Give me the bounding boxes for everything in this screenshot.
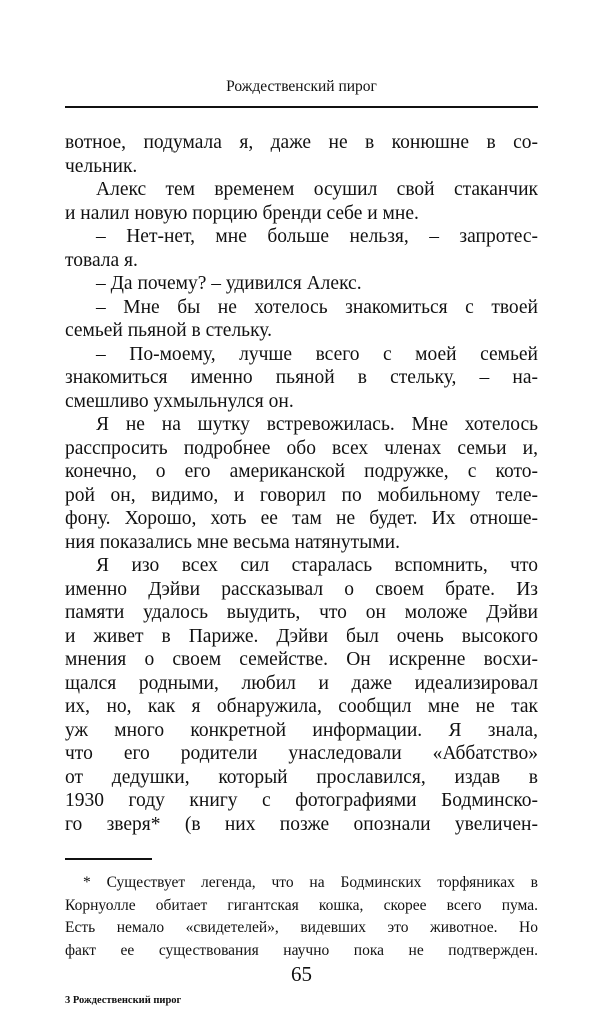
footnote-line: Есть немало «свидетелей», видевших это животное. Но — [65, 919, 538, 936]
text-line: мнения о своем семействе. Он искренне восхи- — [65, 649, 538, 670]
text-line: Я не на шутку встревожилась. Мне хотелось — [96, 414, 538, 435]
text-line: расспросить подробнее обо всех членах семьи и, — [65, 437, 538, 459]
text-line: чельник. — [65, 155, 138, 177]
text-line: конечно, о его американской подружке, с кото- — [65, 461, 538, 482]
text-line: щался родными, любил и даже идеализировал — [65, 672, 538, 694]
header-rule — [65, 106, 538, 108]
text-line: памяти удалось выудить, что он моложе Дэйви — [65, 602, 538, 623]
text-line: от дедушки, который прославился, издав в — [65, 766, 538, 788]
footnote-rule — [65, 858, 152, 860]
footnote-line: Корнуолле обитает гигантская кошка, скорее всего пума. — [65, 896, 538, 914]
running-header: Рождественский пирог — [226, 78, 377, 95]
text-line: го зверя* (в них позже опознали увеличен- — [65, 813, 538, 835]
text-line: смешливо ухмыльнулся он. — [65, 390, 294, 412]
text-line: уж много конкретной информации. Я знала, — [65, 719, 538, 741]
text-line: рой он, видимо, и говорил по мобильному теле- — [65, 484, 538, 506]
text-line: – Нет-нет, мне больше нельзя, – запротес- — [96, 226, 538, 247]
text-line: Я изо всех сил старалась вспомнить, что — [96, 555, 538, 576]
page-number: 65 — [291, 962, 312, 986]
text-line: знакомиться именно пьяной в стельку, – на- — [65, 367, 538, 388]
text-line: вотное, подумала я, даже не в конюшне в со- — [65, 132, 538, 153]
footnote-line: * Существует легенда, что на Бодминских торфяниках в — [83, 874, 538, 891]
footnote-line: факт ее существования научно пока не подтвержден. — [65, 941, 538, 959]
text-line: фону. Хорошо, хоть ее там не будет. Их отноше- — [65, 508, 538, 529]
printer-signature: 3 Рождественский пирог — [65, 995, 182, 1006]
text-line: их, но, как я обнаружила, сообщил мне не так — [65, 696, 538, 717]
text-line: товала я. — [65, 249, 138, 271]
text-line: 1930 году книгу с фотографиями Бодминско- — [65, 790, 538, 811]
text-line: что его родители унаследовали «Аббатство» — [65, 743, 538, 764]
text-line: – По-моему, лучше всего с моей семьей — [96, 343, 538, 365]
text-line: ния показались мне весьма натянутыми. — [65, 531, 400, 553]
footnote — [65, 872, 538, 962]
text-line: и налил новую порцию бренди себе и мне. — [65, 202, 419, 224]
text-line: Алекс тем временем осушил свой стаканчик — [96, 179, 538, 200]
text-line: именно Дэйви рассказывал о своем брате. Из — [65, 578, 538, 600]
body-text — [65, 131, 538, 836]
text-line: семьей пьяной в стельку. — [65, 320, 272, 341]
text-line: – Мне бы не хотелось знакомиться с твоей — [96, 296, 538, 318]
text-line: – Да почему? – удивился Алекс. — [96, 273, 362, 294]
text-line: и живет в Париже. Дэйви был очень высокого — [65, 625, 538, 647]
